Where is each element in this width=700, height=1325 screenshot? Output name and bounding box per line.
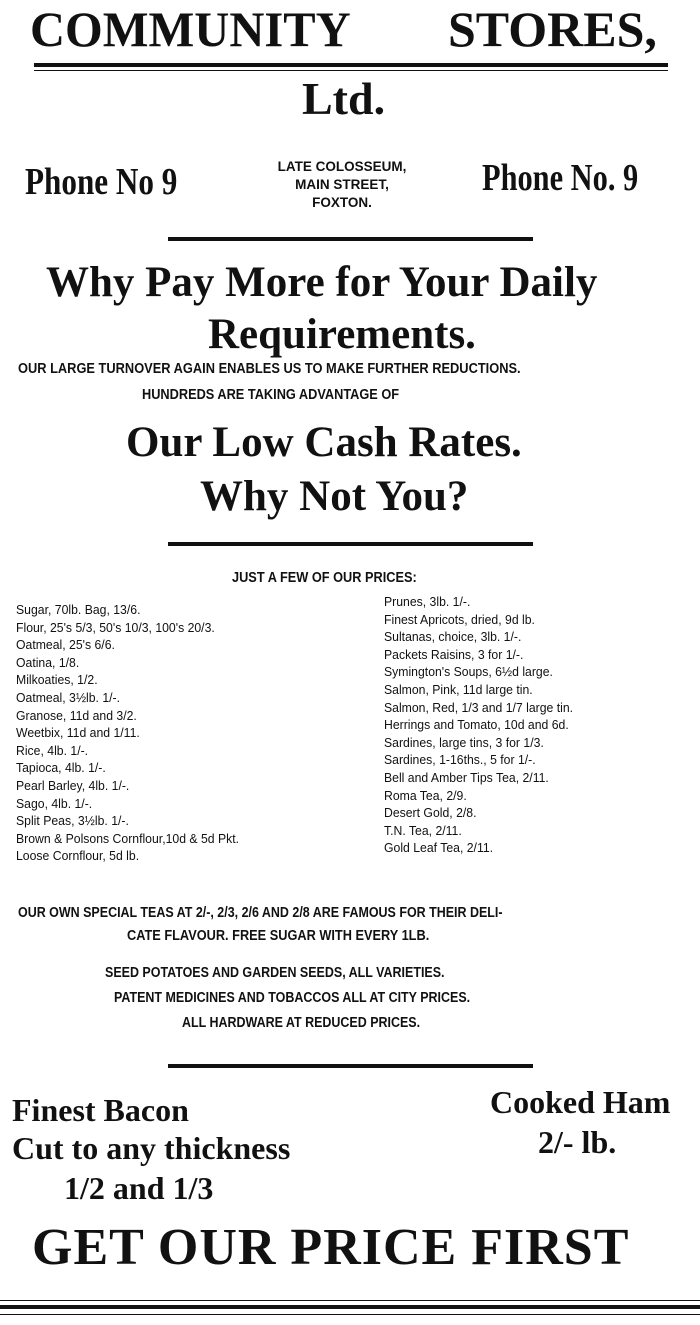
- address-line-2: MAIN STREET,: [295, 177, 389, 192]
- list-item: Rice, 4lb. 1/-.: [16, 742, 89, 758]
- ham-line-2: 2/- lb.: [538, 1124, 617, 1160]
- address-block: [262, 158, 422, 212]
- price-list-right: [384, 593, 573, 857]
- list-item: Granose, 11d and 3/2.: [16, 707, 137, 723]
- store-name-right: STORES,: [448, 1, 657, 57]
- extras-line-1: SEED POTATOES AND GARDEN SEEDS, ALL VARIETIES.: [105, 965, 445, 981]
- list-item: Sago, 4lb. 1/-.: [16, 795, 93, 811]
- bacon-line-1: Finest Bacon: [12, 1092, 189, 1128]
- address-line-1: LATE COLOSSEUM,: [277, 159, 407, 174]
- list-item: Prunes, 3lb. 1/-.: [384, 594, 471, 609]
- list-item: Sultanas, choice, 3lb. 1/-.: [384, 629, 522, 645]
- list-item: Sugar, 70lb. Bag, 13/6.: [16, 602, 141, 617]
- header-rule-thick: [34, 63, 668, 67]
- footer-rule-thin: [0, 1300, 700, 1301]
- list-item: Milkoaties, 1/2.: [16, 672, 98, 688]
- ham-line-1: Cooked Ham: [490, 1084, 671, 1120]
- headline-line-4: Why Not You?: [200, 473, 469, 520]
- footer-rule-bottom: [0, 1314, 700, 1315]
- list-item: Sardines, 1-16ths., 5 for 1/-.: [384, 752, 536, 768]
- headline-line-2: Requirements.: [208, 311, 476, 358]
- headline-line-3: Our Low Cash Rates.: [126, 419, 522, 466]
- list-item: Oatina, 1/8.: [16, 654, 80, 670]
- divider-1: [168, 237, 533, 241]
- list-item: Oatmeal, 25's 6/6.: [16, 637, 115, 653]
- list-item: Brown & Polsons Cornflour,10d & 5d Pkt.: [16, 830, 240, 846]
- prices-heading: JUST A FEW OF OUR PRICES:: [232, 570, 417, 586]
- headline-sub-1: OUR LARGE TURNOVER AGAIN ENABLES US TO MAKE FURTHER REDUCTIONS.: [18, 361, 521, 377]
- list-item: Packets Raisins, 3 for 1/-.: [384, 646, 524, 662]
- headline-line-1: Why Pay More for Your Daily: [46, 259, 598, 306]
- bacon-line-3: 1/2 and 1/3: [64, 1170, 214, 1206]
- list-item: Herrings and Tomato, 10d and 6d.: [384, 717, 569, 733]
- list-item: Weetbix, 11d and 1/11.: [16, 725, 140, 741]
- extras-line-3: ALL HARDWARE AT REDUCED PRICES.: [182, 1015, 421, 1031]
- ltd-label: Ltd.: [302, 73, 386, 124]
- address-line-3: FOXTON.: [312, 195, 372, 210]
- list-item: Oatmeal, 3½lb. 1/-.: [16, 689, 121, 705]
- list-item: Bell and Amber Tips Tea, 2/11.: [384, 769, 549, 785]
- headline-sub-2: HUNDREDS ARE TAKING ADVANTAGE OF: [142, 387, 400, 403]
- divider-2: [168, 542, 533, 546]
- list-item: Split Peas, 3½lb. 1/-.: [16, 813, 129, 829]
- list-item: Loose Cornflour, 5d lb.: [16, 848, 140, 864]
- list-item: Roma Tea, 2/9.: [384, 787, 467, 803]
- list-item: Symington's Soups, 6½d large.: [384, 664, 553, 680]
- list-item: Tapioca, 4lb. 1/-.: [16, 760, 106, 776]
- list-item: Salmon, Red, 1/3 and 1/7 large tin.: [384, 699, 574, 715]
- list-item: Gold Leaf Tea, 2/11.: [384, 840, 494, 856]
- list-item: Finest Apricots, dried, 9d lb.: [384, 611, 535, 627]
- phone-right: Phone No. 9: [482, 157, 639, 199]
- header-rule-thin: [34, 70, 668, 71]
- list-item: Salmon, Pink, 11d large tin.: [384, 681, 533, 697]
- teas-line-2: CATE FLAVOUR. FREE SUGAR WITH EVERY 1LB.: [127, 928, 430, 944]
- price-list-left: [16, 601, 239, 865]
- list-item: Pearl Barley, 4lb. 1/-.: [16, 777, 130, 793]
- bacon-line-2: Cut to any thickness: [12, 1130, 291, 1166]
- divider-3: [168, 1064, 533, 1068]
- footer-slogan: GET OUR PRICE FIRST: [32, 1219, 630, 1276]
- store-name-left: COMMUNITY: [30, 1, 351, 57]
- extras-line-2: PATENT MEDICINES AND TOBACCOS ALL AT CITY PRICES.: [114, 990, 471, 1006]
- list-item: Sardines, large tins, 3 for 1/3.: [384, 734, 544, 750]
- list-item: Flour, 25's 5/3, 50's 10/3, 100's 20/3.: [16, 619, 215, 635]
- phone-left: Phone No 9: [25, 161, 178, 203]
- teas-line-1: OUR OWN SPECIAL TEAS AT 2/-, 2/3, 2/6 AND 2/8 ARE FAMOUS FOR THEIR DELI-: [18, 905, 503, 921]
- list-item: T.N. Tea, 2/11.: [384, 822, 462, 838]
- list-item: Desert Gold, 2/8.: [384, 805, 477, 821]
- footer-rule-thick: [0, 1305, 700, 1309]
